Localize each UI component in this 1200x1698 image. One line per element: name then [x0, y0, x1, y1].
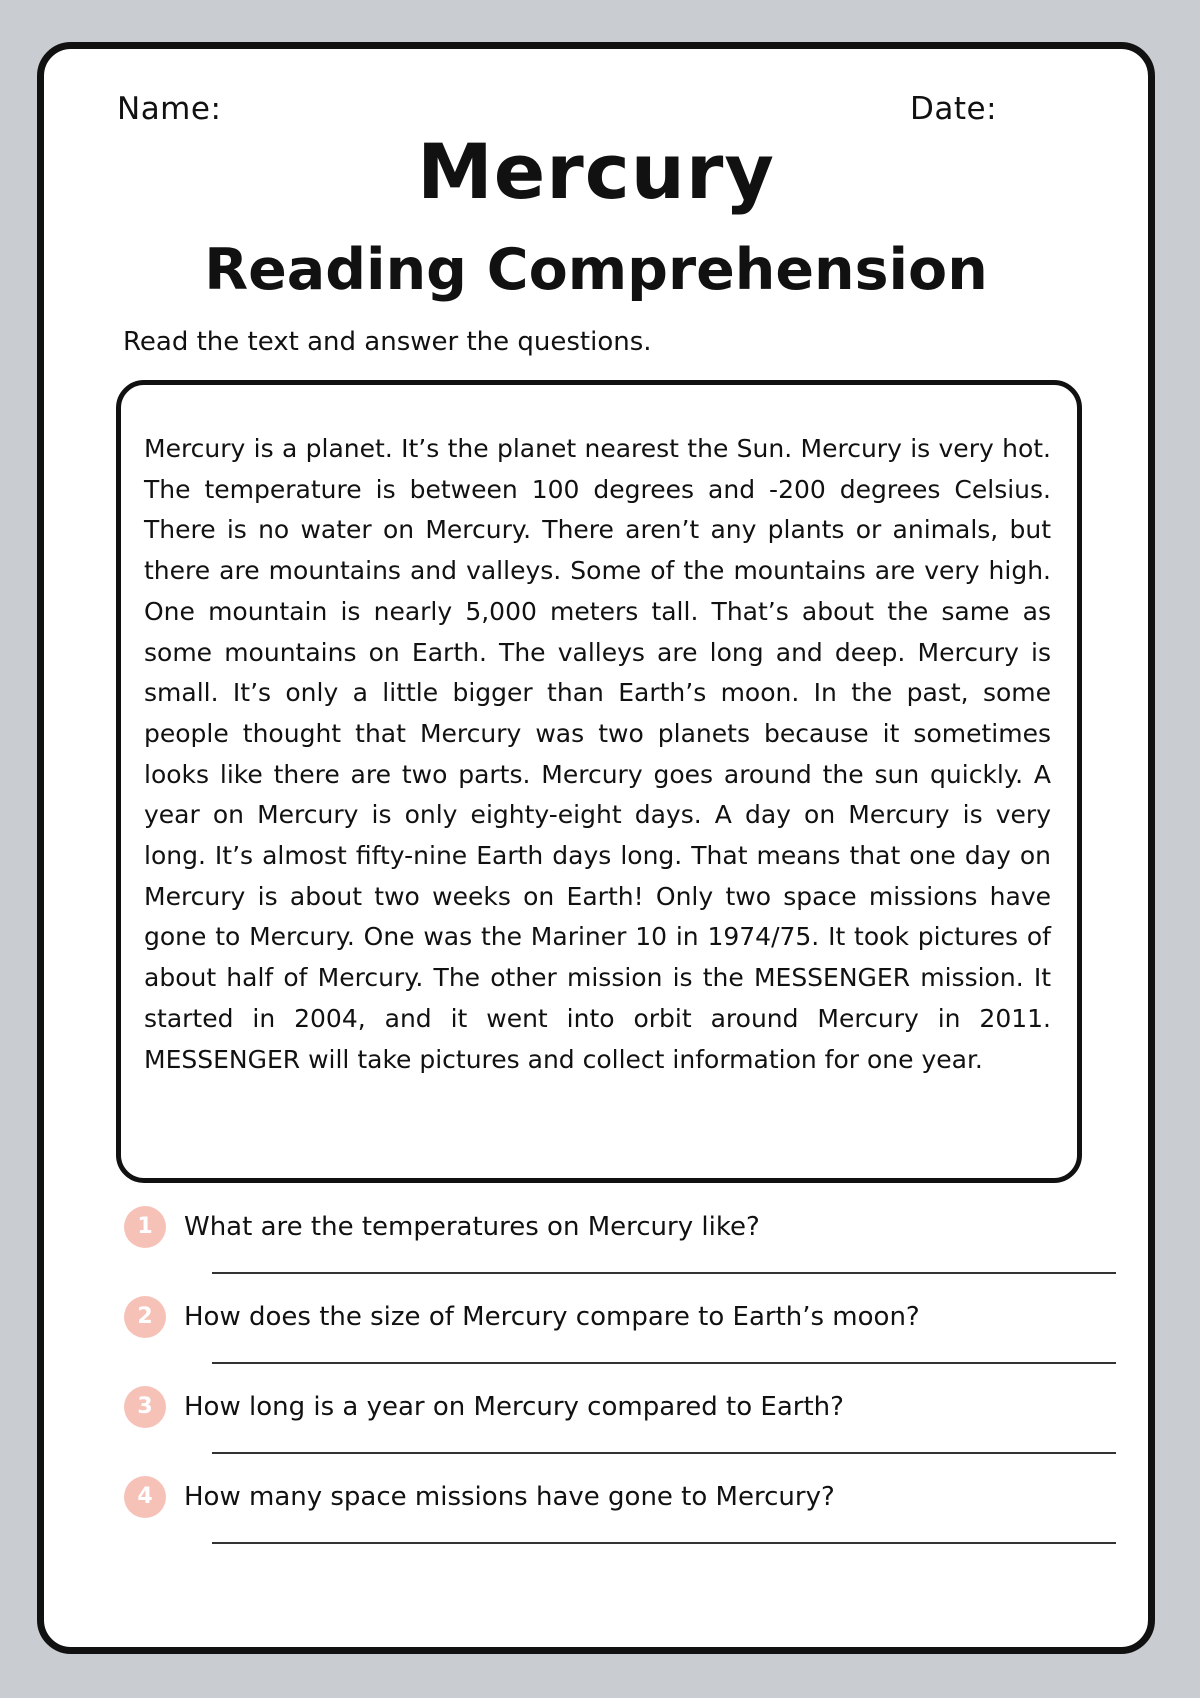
- instructions-text: Read the text and answer the questions.: [123, 327, 652, 357]
- question-number-badge: 2: [124, 1296, 166, 1338]
- page-title: Mercury: [417, 127, 775, 216]
- question-number-badge: 4: [124, 1476, 166, 1518]
- answer-line[interactable]: [212, 1542, 1116, 1544]
- name-label: Name:: [117, 91, 222, 127]
- answer-line[interactable]: [212, 1452, 1116, 1454]
- question-item: [124, 1386, 1124, 1466]
- question-text: What are the temperatures on Mercury like?: [184, 1212, 760, 1242]
- question-item: [124, 1206, 1124, 1286]
- page-subtitle: Reading Comprehension: [204, 237, 988, 303]
- question-number-badge: 1: [124, 1206, 166, 1248]
- answer-line[interactable]: [212, 1272, 1116, 1274]
- question-text: How long is a year on Mercury compared to Earth?: [184, 1392, 844, 1422]
- question-text: How does the size of Mercury compare to Earth’s moon?: [184, 1302, 920, 1332]
- question-item: [124, 1296, 1124, 1376]
- question-text: How many space missions have gone to Mercury?: [184, 1482, 835, 1512]
- date-label: Date:: [910, 91, 998, 127]
- question-item: [124, 1476, 1124, 1556]
- worksheet-sheet: [37, 42, 1155, 1654]
- reading-passage-text: Mercury is a planet. It’s the planet nearest the Sun. Mercury is very hot. The temperature is between 100 degrees and -200 degrees Celsius. There is no water on Mercury. There aren’t any plants or animals, but there are mountains and valleys. Some of the mountains are very high. One mountain is nearly 5,000 meters tall. That’s about the same as some mountains on Earth. The valleys are long and deep. Mercury is small. It’s only a little bigger than Earth’s moon. In the past, some people thought that Mercury was two planets because it sometimes looks like there are two parts. Mercury goes around the sun quickly. A year on Mercury is only eighty-eight days. A day on Mercury is very long. It’s almost fifty-nine Earth days long. That means that one day on Mercury is about two weeks on Earth! Only two space missions have gone to Mercury. One was the Mariner 10 in 1974/75. It took pictures of about half of Mercury. The other mission is the MESSENGER mission. It started in 2004, and it went into orbit around Mercury in 2011. MESSENGER will take pictures and collect information for one year.: [144, 434, 1051, 1074]
- reading-passage-box: [116, 380, 1082, 1183]
- question-number-badge: 3: [124, 1386, 166, 1428]
- answer-line[interactable]: [212, 1362, 1116, 1364]
